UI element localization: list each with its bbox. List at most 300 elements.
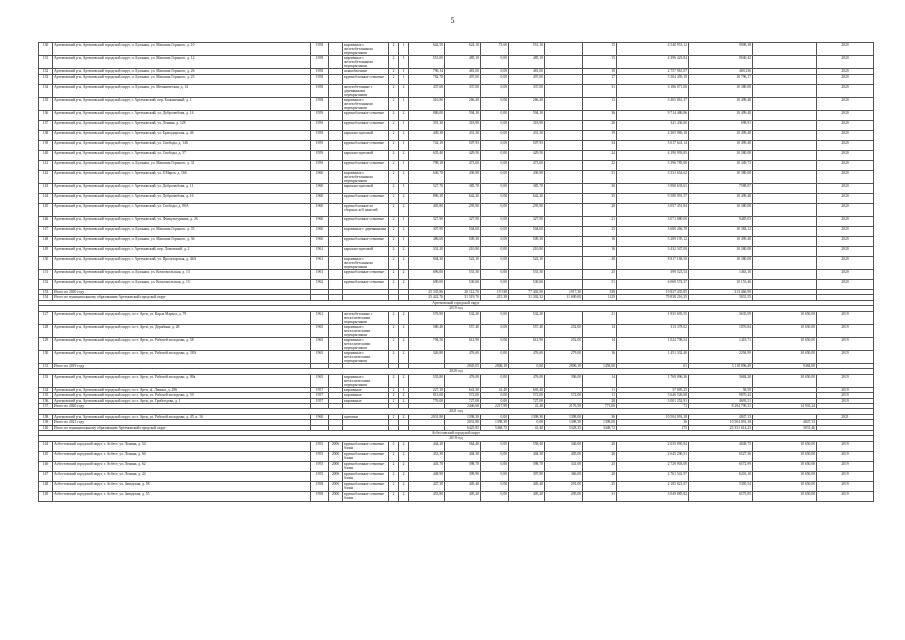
table-cell xyxy=(753,140,817,150)
table-cell: 1 xyxy=(399,140,409,150)
table-cell: 128 xyxy=(39,324,53,337)
table-cell: 0,00 xyxy=(481,414,509,419)
table-cell: 26 xyxy=(583,451,617,461)
table-cell: 135 xyxy=(39,97,53,110)
table-cell: 509,30 xyxy=(445,236,481,246)
table-cell: 6572,99 xyxy=(689,461,753,471)
table-cell: Артемовский р-н, Артемовский городской округ, г. Артемовский, ул. Ленина, д. 128 xyxy=(53,120,311,130)
table-cell xyxy=(545,236,583,246)
table-cell: 2 xyxy=(399,256,409,269)
table-row xyxy=(39,337,874,350)
table-cell: 0,00 xyxy=(481,183,509,193)
table-cell: 1957 xyxy=(311,398,329,403)
table-cell: Итого по 2020 году xyxy=(53,290,311,295)
table-cell: 896,30 xyxy=(409,193,445,203)
table-cell: 31 xyxy=(583,491,617,501)
table-cell: 8 284 790,31 xyxy=(689,404,753,409)
table-cell: 25 xyxy=(583,461,617,471)
table-cell: 1961 xyxy=(311,246,329,256)
table-cell: 10 380,08 xyxy=(689,84,753,97)
section-header: 2019 год xyxy=(39,306,874,311)
table-cell: 1958 xyxy=(311,74,329,84)
table-cell: 2020 xyxy=(817,150,874,160)
table-cell xyxy=(329,140,343,150)
table-cell: 453,30 xyxy=(409,451,445,461)
table-cell: 1965 xyxy=(311,337,329,350)
table-cell xyxy=(545,203,583,216)
table-cell: 530,60 xyxy=(445,280,481,290)
table-cell: 8 817 168,50 xyxy=(617,256,689,269)
table-cell: крупноблочные стеновые блоки xyxy=(343,481,389,491)
table-cell xyxy=(329,216,343,226)
table-cell: 385,70 xyxy=(509,183,545,193)
table-cell: 0,00 xyxy=(509,363,545,368)
table-row xyxy=(39,441,874,451)
table-cell: кирпичные с железобетонными перекрытиями xyxy=(343,256,389,269)
table-cell: 476,00 xyxy=(509,374,545,387)
table-cell: 2020 xyxy=(817,140,874,150)
table-cell: 10 650,00 xyxy=(753,491,817,501)
table-cell: 527,70 xyxy=(409,183,445,193)
table-row xyxy=(39,183,874,193)
page-number: 5 xyxy=(450,16,455,25)
table-cell: 19 538 xyxy=(481,290,509,295)
table-row xyxy=(39,56,874,69)
table-cell: 690,00 xyxy=(409,280,445,290)
table-cell: 132 xyxy=(39,69,53,74)
table-cell: 1959 xyxy=(311,120,329,130)
table-cell: крупноблочные стеновые xyxy=(343,110,389,120)
table-cell: 2 xyxy=(389,387,399,392)
table-cell xyxy=(545,256,583,269)
table-cell: 2 xyxy=(389,130,399,140)
table-cell: 396,00 xyxy=(545,374,583,387)
table-cell xyxy=(329,324,343,337)
table-cell: кирпичные с металлическими перекрытиями xyxy=(343,324,389,337)
table-cell: 429,50 xyxy=(445,150,481,160)
table-cell: 5328,35 xyxy=(545,425,583,430)
table-cell xyxy=(545,120,583,130)
table-cell: 3 049 885,82 xyxy=(617,491,689,501)
table-cell xyxy=(329,56,343,69)
table-cell: 0,00 xyxy=(481,393,509,398)
table-cell: 3 001 252,91 xyxy=(617,398,689,403)
table-cell: 152 xyxy=(39,280,53,290)
table-cell: 58,59 xyxy=(689,387,753,392)
table-cell: Артемовский р-н, Артемовский городской округ, п.г.т. Арти, ул. Рабочей молодежи, д. 45, к. 16 xyxy=(53,414,311,419)
table-cell: 148 xyxy=(39,236,53,246)
table-row xyxy=(39,97,874,110)
table-cell: 0,00 xyxy=(481,311,509,324)
table-cell: 2019 xyxy=(817,374,874,387)
table-cell: 481,00 xyxy=(509,69,545,74)
table-cell xyxy=(753,193,817,203)
table-cell: 2019 xyxy=(817,481,874,491)
table-cell xyxy=(545,216,583,226)
table-cell xyxy=(329,120,343,130)
table-cell: крупноблочные из сборных ж/б панелей xyxy=(343,203,389,216)
table-cell: 136 xyxy=(39,398,53,403)
table-cell: 2 xyxy=(399,393,409,398)
table-cell: 0,00 xyxy=(481,374,509,387)
table-cell: 2806,10 xyxy=(545,363,583,368)
table-cell: 485,10 xyxy=(445,56,481,69)
table-cell: 2 xyxy=(389,170,399,183)
table-cell: 2 xyxy=(389,69,399,74)
table-cell: 2 757 961,07 xyxy=(617,69,689,74)
table-cell xyxy=(329,374,343,387)
table-cell: 295,00 xyxy=(545,491,583,501)
table-cell: 4 540 951,12 xyxy=(617,43,689,56)
table-cell: железобетонные с деревянными перекрытиями xyxy=(343,84,389,97)
table-cell: Асбестовский городской округ, г. Асбест, ул. Ленина, д. 62 xyxy=(53,461,311,471)
table-cell: 0,00 xyxy=(481,256,509,269)
table-cell: 4 305 969,18 xyxy=(617,130,689,140)
table-cell: 10 650,00 xyxy=(753,374,817,387)
table-cell: 1 xyxy=(399,97,409,110)
table-cell: 1957 xyxy=(311,387,329,392)
table-cell: 1418,71 xyxy=(689,337,753,350)
table-cell: 1960 xyxy=(311,236,329,246)
table-cell: 6575,85 xyxy=(689,491,753,501)
table-cell: 557,40 xyxy=(445,324,481,337)
table-row xyxy=(39,120,874,130)
table-cell xyxy=(753,246,817,256)
table-cell: 2 xyxy=(399,110,409,120)
table-cell: 77 402,90 xyxy=(509,290,545,295)
table-cell: 327,90 xyxy=(445,216,481,226)
table-cell: 2 xyxy=(389,43,399,56)
table-cell xyxy=(545,140,583,150)
table-cell: 476,00 xyxy=(445,374,481,387)
table-cell: 486,60 xyxy=(409,236,445,246)
table-cell: 10 499,48 xyxy=(689,97,753,110)
table-cell: 2019 xyxy=(817,491,874,501)
table-cell: Артемовский р-н, Артемовский городской округ, г. Артемовский, ул. Свободы, д. 80А xyxy=(53,203,311,216)
table-cell: 36 xyxy=(617,420,689,425)
table-cell: каркасно-щитовой xyxy=(343,183,389,193)
table-cell: 1398,00 xyxy=(545,414,583,419)
table-cell: Асбестовский городской округ, г. Асбест, ул. Заводская, д. 55 xyxy=(53,491,311,501)
table-cell xyxy=(545,160,583,170)
table-cell: 2 xyxy=(389,74,399,84)
table-cell: 1960 xyxy=(311,216,329,226)
table-cell: Артемовский р-н, Артемовский городской округ, п.г.т. Арти, ул. Дерябина, д. 28 xyxy=(53,324,311,337)
table-cell: 5 304 459,19 xyxy=(617,74,689,84)
table-cell: 635,40 xyxy=(409,150,445,160)
table-cell: 1955 xyxy=(311,471,329,481)
table-cell: 146 xyxy=(39,216,53,226)
table-cell: 2 xyxy=(389,393,399,398)
table-cell: Артемовский р-н, Артемовский городской округ, п. Буланаш, ул. Максима Горького, д. 12 xyxy=(53,56,311,69)
table-cell: 443,70 xyxy=(409,461,445,471)
table-cell: 3031,55 xyxy=(689,295,753,300)
table-cell: крупноблочные стеновые xyxy=(343,193,389,203)
table-cell: 2 xyxy=(389,414,399,419)
table-cell: 2446,60 xyxy=(445,404,481,409)
table-cell: 327,90 xyxy=(409,216,445,226)
table-cell: Артемовский р-н, Артемовский городской округ, п.г.т. Арти, ул. Карла Маркса, д. 79 xyxy=(53,311,311,324)
table-cell: 397,80 xyxy=(509,471,545,481)
table-cell: Артемовский р-н, Артемовский городской округ, г. Артемовский, ул. Свободы, д. 146 xyxy=(53,140,311,150)
table-cell: крупноблочные стеновые блоки xyxy=(343,451,389,461)
table-cell: 2 xyxy=(399,270,409,280)
table-cell xyxy=(545,183,583,193)
table-cell: 1958 xyxy=(311,56,329,69)
table-cell: 431,30 xyxy=(509,130,545,140)
table-cell: 429,50 xyxy=(509,150,545,160)
table-cell: 532,20 xyxy=(445,311,481,324)
table-cell xyxy=(329,84,343,97)
table-cell: Артемовский р-н, Артемовский городской округ, г. Артемовский, ул. Добролюбова, д. 14 xyxy=(53,110,311,120)
table-cell: 2 xyxy=(389,350,399,363)
table-cell: 2019 xyxy=(817,324,874,337)
table-cell: 2 xyxy=(399,280,409,290)
table-cell: 531,30 xyxy=(509,270,545,280)
table-cell xyxy=(753,120,817,130)
table-cell: 507,93 xyxy=(445,140,481,150)
table-cell: 2 xyxy=(399,170,409,183)
table-cell: 1 xyxy=(399,56,409,69)
table-cell: 210,80 xyxy=(509,246,545,256)
table-cell: 295,90 xyxy=(445,203,481,216)
table-cell: 10 650,00 xyxy=(753,471,817,481)
table-cell: 2 xyxy=(389,337,399,350)
table-cell: 2806,10 xyxy=(481,363,509,368)
table-cell: 2019 xyxy=(817,398,874,403)
table-row xyxy=(39,110,874,120)
table-cell: 2019 xyxy=(817,337,874,350)
table-cell: 2020 xyxy=(817,56,874,69)
table-cell: 3635,09 xyxy=(689,311,753,324)
table-cell xyxy=(329,160,343,170)
table-cell: 127 xyxy=(39,311,53,324)
table-cell: 1 xyxy=(399,120,409,130)
table-cell: 0,00 xyxy=(481,74,509,84)
table-cell: 2019 xyxy=(817,441,874,451)
table-cell: 2 xyxy=(399,481,409,491)
table-cell: 405,80 xyxy=(409,203,445,216)
table-cell xyxy=(329,183,343,193)
table-cell: 2020 xyxy=(817,110,874,120)
table-cell: 341,00 xyxy=(545,461,583,471)
table-cell: 135 xyxy=(39,393,53,398)
section-header: Асбестовский городской округ xyxy=(39,430,874,435)
table-cell: 17 xyxy=(583,74,617,84)
table-cell: 1955 xyxy=(311,451,329,461)
table-cell: 25 xyxy=(583,270,617,280)
table-cell: 727,00 xyxy=(445,398,481,403)
table-cell xyxy=(753,150,817,160)
table-cell: 2020 xyxy=(817,183,874,193)
table-cell: 2 xyxy=(399,203,409,216)
table-cell: 316,80 xyxy=(409,97,445,110)
table-cell: 1463,10 xyxy=(689,270,753,280)
table-cell: 1959 xyxy=(311,140,329,150)
table-cell: Артемовский р-н, Артемовский городской округ, п. Буланаш, ул. Максима Горького, д. 36 xyxy=(53,236,311,246)
table-cell: 20 112,70 xyxy=(445,290,481,295)
table-cell: 0,00 xyxy=(481,110,509,120)
table-cell: 431,30 xyxy=(445,130,481,140)
table-cell: 1398,30 xyxy=(481,420,509,425)
table-cell: 1 xyxy=(399,69,409,74)
table-cell: 327,90 xyxy=(509,216,545,226)
table-cell: 1 xyxy=(399,183,409,193)
table-cell: 469,236 xyxy=(689,69,753,74)
table-cell: 1958 xyxy=(311,84,329,97)
table-cell: 25 422,76 xyxy=(409,295,445,300)
table-cell: 6527,36 xyxy=(689,451,753,461)
table-cell: 10 504 091,18 xyxy=(617,414,689,419)
table-cell: 313 378,02 xyxy=(617,324,689,337)
table-cell: 4048,75 xyxy=(689,441,753,451)
table-cell: 1129 xyxy=(583,295,617,300)
table-cell: 141 xyxy=(39,160,53,170)
table-cell: 337,00 xyxy=(509,84,545,97)
table-cell xyxy=(329,97,343,110)
table-cell xyxy=(753,256,817,269)
table-cell: 24 xyxy=(583,150,617,160)
table-cell: 0,00 xyxy=(481,280,509,290)
table-cell: 0,00 xyxy=(481,226,509,236)
table-cell: 133 xyxy=(39,374,53,387)
table-cell xyxy=(753,56,817,69)
table-cell: 532,20 xyxy=(509,311,545,324)
table-cell xyxy=(329,150,343,160)
table-cell: 0,00 xyxy=(481,471,509,481)
table-cell: 2 xyxy=(389,256,399,269)
table-cell: 139 xyxy=(39,140,53,150)
table-cell: 14 xyxy=(583,324,617,337)
table-cell xyxy=(329,130,343,140)
table-cell: 2 xyxy=(399,398,409,403)
table-cell: 437,60 xyxy=(409,84,445,97)
table-cell: 813,60 xyxy=(409,393,445,398)
table-cell: щитовые xyxy=(343,414,389,419)
table-cell: кирпичные с деревянными xyxy=(343,226,389,236)
table-cell: 385,70 xyxy=(445,183,481,193)
table-cell: 612,90 xyxy=(445,337,481,350)
table-cell: 21 xyxy=(583,311,617,324)
table-cell: 1958 xyxy=(311,481,329,491)
table-cell: 266,40 xyxy=(445,97,481,110)
table-cell: 10 650,00 xyxy=(753,311,817,324)
table-cell: 1 451 332,40 xyxy=(617,350,689,363)
table-cell: 31 519,70 xyxy=(445,295,481,300)
table-cell: 2 xyxy=(399,193,409,203)
housing-table xyxy=(38,42,874,502)
table-cell: 10 380,08 xyxy=(689,150,753,160)
table-cell: 346,00 xyxy=(545,441,583,451)
table-cell: 453,80 xyxy=(409,491,445,501)
table-cell: 1398,30 xyxy=(545,420,583,425)
table-cell: 572,00 xyxy=(509,393,545,398)
table-cell: 31 xyxy=(583,170,617,183)
table-cell: 473,00 xyxy=(509,160,545,170)
table-cell: 1958 xyxy=(311,491,329,501)
table-cell: 16 xyxy=(583,236,617,246)
table-cell: 0,00 xyxy=(481,140,509,150)
table-cell: 642,20 xyxy=(445,193,481,203)
table-cell: 11 xyxy=(583,393,617,398)
table-cell: 10 380,08 xyxy=(689,246,753,256)
table-cell: 130 xyxy=(39,350,53,363)
table-cell: Итого по муниципальному образованию Артемовский городской округ xyxy=(53,425,311,430)
table-cell: 2 xyxy=(389,491,399,501)
table-cell: 2 xyxy=(389,216,399,226)
table-cell: 3 331 654,62 xyxy=(617,170,689,183)
table-cell: 136 xyxy=(39,110,53,120)
table-cell: Артемовский р-н, Артемовский городской округ, п.г.т. Арти, ул. Грибоедова, д. 1 xyxy=(53,398,311,403)
table-cell: 0,00 xyxy=(481,461,509,471)
table-cell: Артемовский р-н, Артемовский городской округ, п. Буланаш, ул. Максима Горького, д. 23 xyxy=(53,74,311,84)
table-cell: 137 xyxy=(39,404,53,409)
table-cell: 326,80 xyxy=(409,350,445,363)
table-cell: 2 xyxy=(389,246,399,256)
table-cell: 2 xyxy=(389,471,399,481)
table-cell: 580,40 xyxy=(409,324,445,337)
table-cell: 509,30 xyxy=(509,236,545,246)
table-cell: кирпичные с металлическими перекрытиями xyxy=(343,337,389,350)
table-cell: 436,90 xyxy=(445,170,481,183)
table-cell: 4 190 993,85 xyxy=(617,150,689,160)
table-cell: 572,00 xyxy=(545,393,583,398)
table-cell: 1917,30 xyxy=(545,290,583,295)
table-cell: 4847,13 xyxy=(753,420,817,425)
table-cell xyxy=(545,280,583,290)
table-cell: 476,60 xyxy=(509,350,545,363)
table-cell: 2 xyxy=(389,150,399,160)
table-cell: железобетонные с металлическими перекрытиями xyxy=(343,311,389,324)
table-cell: 10 380,08 xyxy=(689,203,753,216)
table-cell: 405,00 xyxy=(545,451,583,461)
table-cell: 140 xyxy=(39,425,53,430)
table-cell xyxy=(545,43,583,56)
table-cell: 0,00 xyxy=(481,120,509,130)
table-cell: кирпичные xyxy=(343,387,389,392)
table-cell: 0,00 xyxy=(481,150,509,160)
table-row xyxy=(39,216,874,226)
table-cell: 16 xyxy=(583,246,617,256)
table-cell: 2031,80 xyxy=(409,414,445,419)
table-cell: 25 xyxy=(583,481,617,491)
table-cell: крупноблочные стеновые xyxy=(343,160,389,170)
table-cell: кирпичные с железобетонными перекрытиями xyxy=(343,56,389,69)
table-cell: Артемовский р-н, Артемовский городской округ, г. Артемовский, ул. Бригадирская, д. 46 xyxy=(53,130,311,140)
table-cell: 4693,51 xyxy=(689,398,753,403)
table-cell: 2 xyxy=(399,150,409,160)
table-cell: 61 xyxy=(617,363,689,368)
table-cell: 2 xyxy=(389,236,399,246)
table-cell: 11 690,00 xyxy=(545,295,583,300)
table-row xyxy=(39,280,874,290)
table-cell: Артемовский р-н, Артемовский городской округ, г. Артемовский, ул. Добролюбова, д. 11 xyxy=(53,183,311,193)
table-cell: 0,00 xyxy=(481,350,509,363)
table-cell xyxy=(545,246,583,256)
table-cell: 448,90 xyxy=(409,471,445,481)
table-cell: кирпичные с металлическими перекрытиями xyxy=(343,374,389,387)
table-cell: 1959 xyxy=(311,130,329,140)
table-cell: 1960 xyxy=(311,226,329,236)
table-cell: Артемовский р-н, Артемовский городской округ, п.г.т. Арти, ул. Рабочей молодежи, д. 58А xyxy=(53,350,311,363)
table-cell: 2 645 290,51 xyxy=(617,451,689,461)
table-cell: 10 650,00 xyxy=(753,461,817,471)
table-cell: Артемовский р-н, Артемовский городской округ, г. Артемовский, ул. 8 Марта, д. 166 xyxy=(53,170,311,183)
table-cell: 31 xyxy=(583,84,617,97)
table-cell: 28 xyxy=(583,398,617,403)
table-cell: 2006 xyxy=(329,471,343,481)
table-cell: 145 xyxy=(39,451,53,461)
